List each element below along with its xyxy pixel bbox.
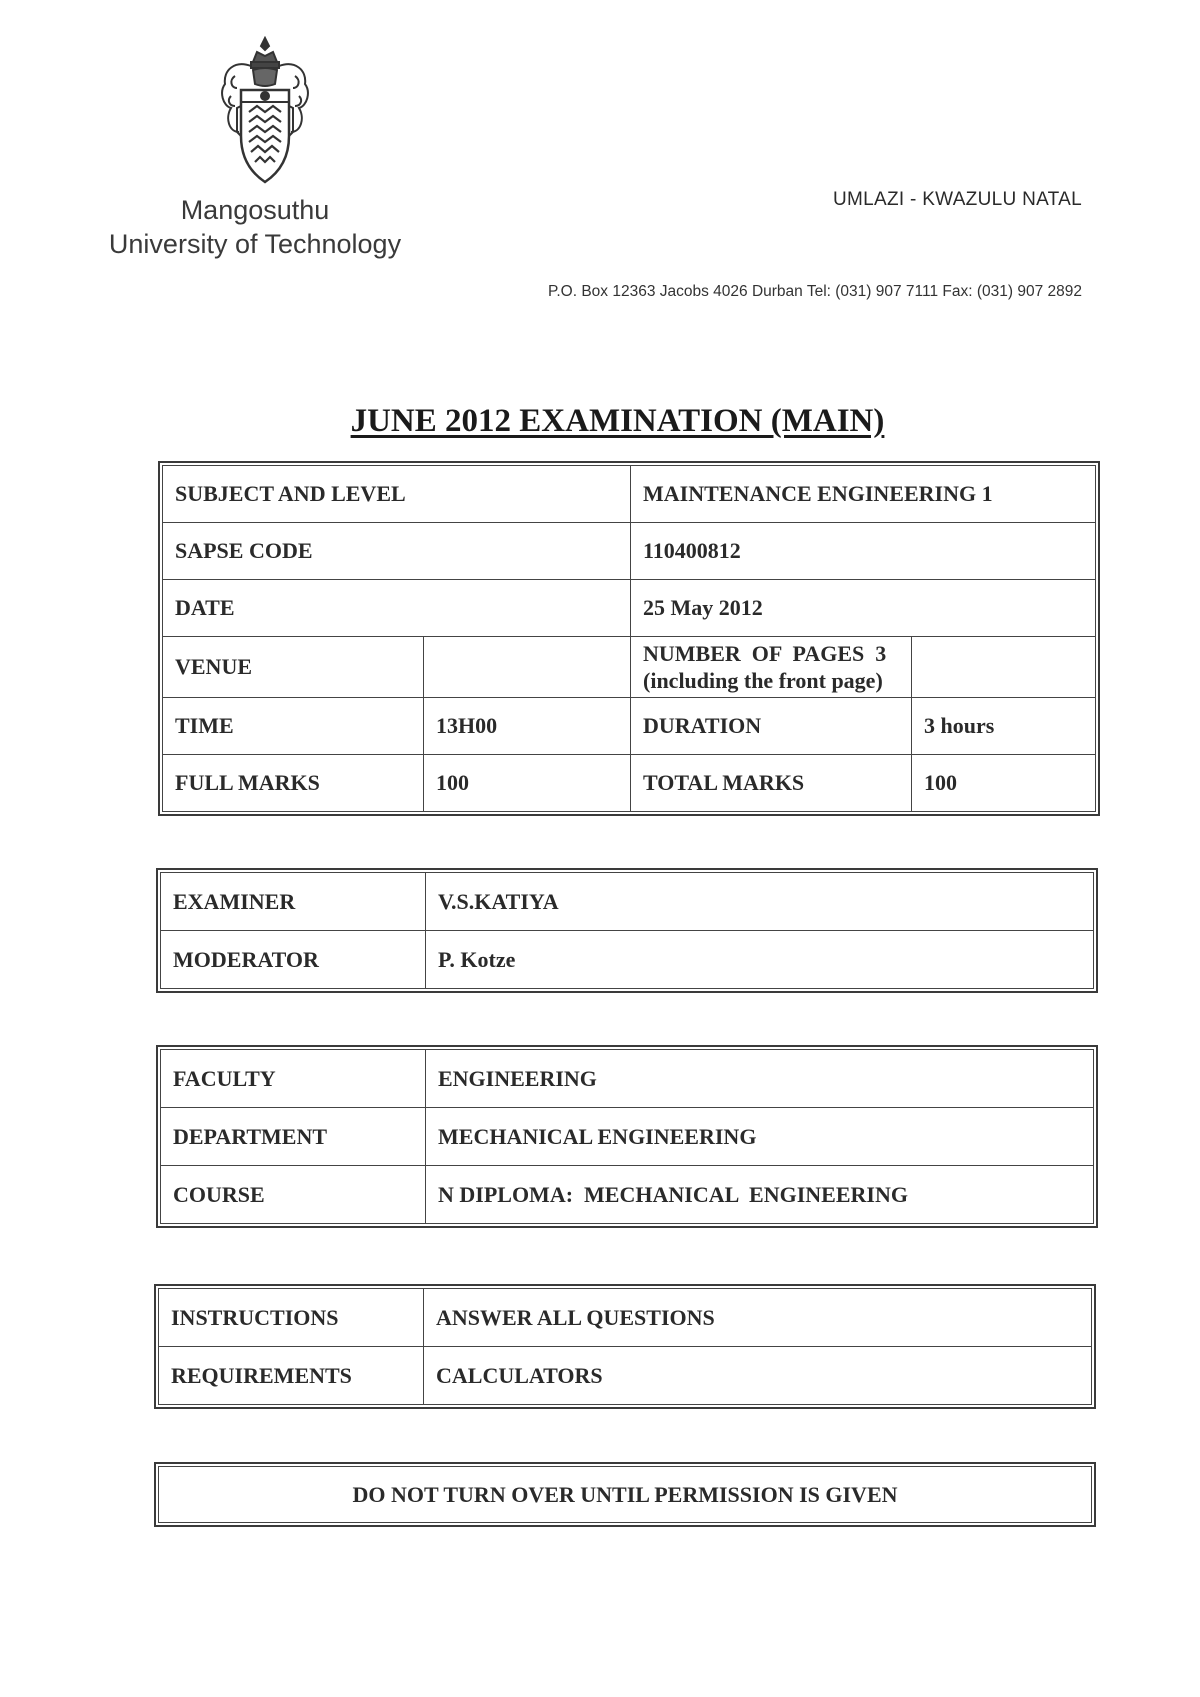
- time-label: TIME: [163, 698, 424, 755]
- pages-label: [631, 637, 912, 698]
- pages-label-line2: (including the front page): [643, 668, 883, 693]
- total-marks-label: TOTAL MARKS: [631, 755, 912, 812]
- moderator-label: MODERATOR: [161, 931, 426, 989]
- table-row: [163, 698, 1096, 755]
- instructions-value: ANSWER ALL QUESTIONS: [424, 1289, 1092, 1347]
- exam-details-table: [162, 465, 1096, 812]
- venue-label: VENUE: [163, 637, 424, 698]
- university-crest-logo: [215, 36, 315, 188]
- university-name-line1: Mangosuthu: [180, 195, 330, 225]
- postal-address: P.O. Box 12363 Jacobs 4026 Durban Tel: (031) 907 7111 Fax: (031) 907 2892: [548, 283, 1082, 300]
- duration-value: 3 hours: [912, 698, 1096, 755]
- examiner-value: V.S.KATIYA: [426, 873, 1094, 931]
- notice-text: DO NOT TURN OVER UNTIL PERMISSION IS GIVEN: [159, 1467, 1092, 1523]
- university-name-line2: University of Technology: [108, 229, 402, 259]
- instructions-label: INSTRUCTIONS: [159, 1289, 424, 1347]
- moderator-value: P. Kotze: [426, 931, 1094, 989]
- university-name: [70, 193, 440, 261]
- time-value: 13H00: [424, 698, 631, 755]
- examiner-label: EXAMINER: [161, 873, 426, 931]
- duration-label: DURATION: [631, 698, 912, 755]
- course-label: COURSE: [161, 1166, 426, 1224]
- full-marks-label: FULL MARKS: [163, 755, 424, 812]
- table-row: [163, 580, 1096, 637]
- faculty-label: FACULTY: [161, 1050, 426, 1108]
- table-row: [161, 1050, 1094, 1108]
- table-row: [163, 755, 1096, 812]
- requirements-label: REQUIREMENTS: [159, 1347, 424, 1405]
- table-row: [163, 523, 1096, 580]
- table-row: [161, 931, 1094, 989]
- table-row: [159, 1289, 1092, 1347]
- table-row: [159, 1467, 1092, 1523]
- total-marks-value: 100: [912, 755, 1096, 812]
- table-row: [163, 466, 1096, 523]
- exam-title: JUNE 2012 EXAMINATION (MAIN): [350, 403, 885, 439]
- requirements-value: CALCULATORS: [424, 1347, 1092, 1405]
- sapse-label: SAPSE CODE: [163, 523, 631, 580]
- table-row: [161, 1108, 1094, 1166]
- table-row: [161, 1166, 1094, 1224]
- sapse-value: 110400812: [631, 523, 1096, 580]
- table-row: [163, 637, 1096, 698]
- table-row: [159, 1347, 1092, 1405]
- pages-value: [912, 637, 1096, 698]
- pages-label-line1: NUMBER OF PAGES 3: [643, 641, 887, 666]
- location-text: UMLAZI - KWAZULU NATAL: [832, 189, 1082, 210]
- department-label: DEPARTMENT: [161, 1108, 426, 1166]
- notice-box: [158, 1466, 1092, 1523]
- faculty-value: ENGINEERING: [426, 1050, 1094, 1108]
- department-value: MECHANICAL ENGINEERING: [426, 1108, 1094, 1166]
- course-value: N DIPLOMA: MECHANICAL ENGINEERING: [426, 1166, 1094, 1224]
- instructions-table: [158, 1288, 1092, 1405]
- faculty-table: [160, 1049, 1094, 1224]
- subject-value: MAINTENANCE ENGINEERING 1: [631, 466, 1096, 523]
- date-label: DATE: [163, 580, 631, 637]
- subject-label: SUBJECT AND LEVEL: [163, 466, 631, 523]
- date-value: 25 May 2012: [631, 580, 1096, 637]
- full-marks-value: 100: [424, 755, 631, 812]
- staff-table: [160, 872, 1094, 989]
- venue-value: [424, 637, 631, 698]
- table-row: [161, 873, 1094, 931]
